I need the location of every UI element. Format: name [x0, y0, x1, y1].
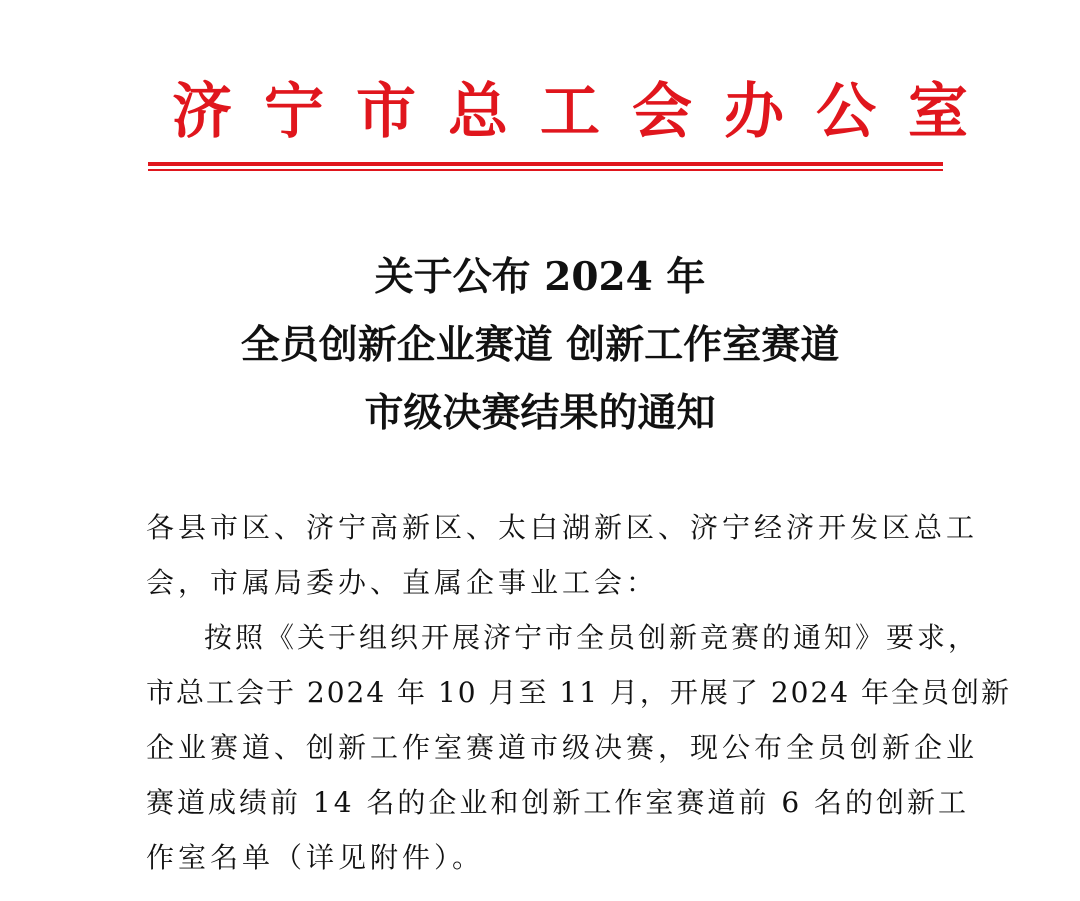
body-line-addressees-1: 各县市区、济宁高新区、太白湖新区、济宁经济开发区总工 — [146, 511, 979, 544]
notice-title — [140, 243, 940, 447]
body-line-paragraph-4: 赛道成绩前 14 名的企业和创新工作室赛道前 6 名的创新工 — [146, 786, 970, 819]
body-line-addressees-2: 会，市属局委办、直属企事业工会： — [146, 566, 659, 599]
red-divider-thin — [148, 169, 943, 171]
notice-body — [146, 500, 1011, 885]
body-line-paragraph-2: 市总工会于 2024 年 10 月至 11 月，开展了 2024 年全员创新 — [146, 676, 1011, 709]
notice-title-line-1: 关于公布 2024 年 — [374, 254, 706, 300]
notice-title-line-2: 全员创新企业赛道 创新工作室赛道 — [240, 322, 840, 368]
issuing-office-header: 济宁市总工会办公室 — [172, 77, 1000, 147]
red-divider-thick — [148, 162, 943, 166]
body-line-paragraph-5: 作室名单（详见附件）。 — [146, 841, 485, 874]
body-line-paragraph-3: 企业赛道、创新工作室赛道市级决赛，现公布全员创新企业 — [146, 731, 979, 764]
body-line-paragraph-1: 按照《关于组织开展济宁市全员创新竞赛的通知》要求， — [204, 621, 980, 654]
notice-title-line-3: 市级决赛结果的通知 — [364, 390, 716, 436]
